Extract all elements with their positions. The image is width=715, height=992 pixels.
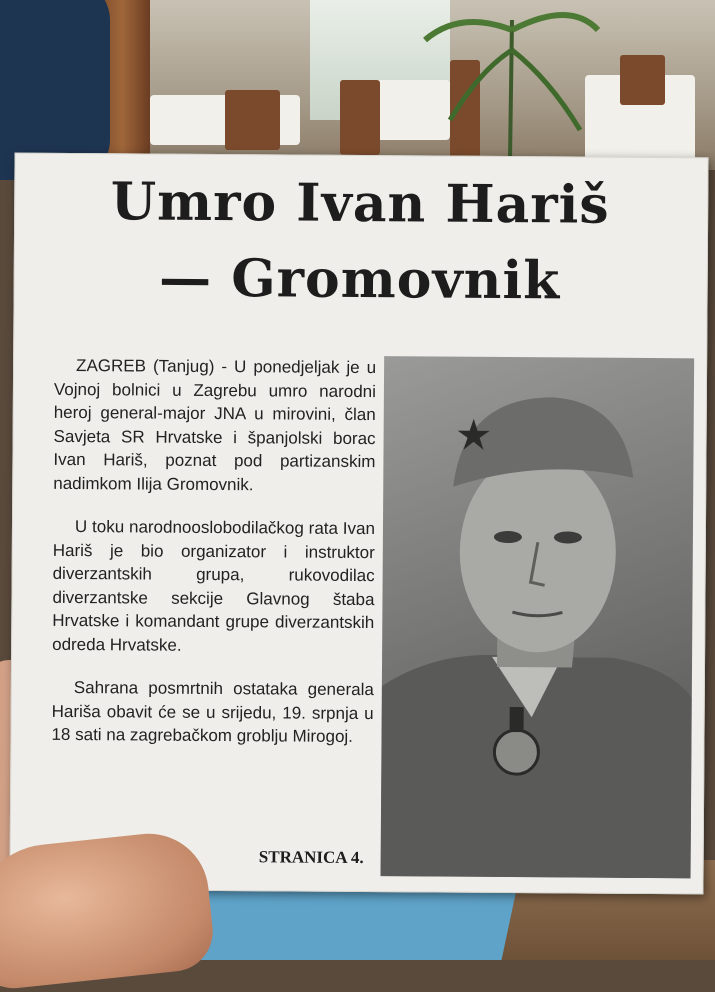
chair xyxy=(225,90,280,150)
chair xyxy=(620,55,665,105)
newspaper-clipping xyxy=(9,153,708,895)
headline-line-1: Umro Ivan Hariš xyxy=(110,171,610,236)
headline xyxy=(34,164,685,321)
page-reference: STRANICA 4. xyxy=(258,847,364,868)
portrait-photo xyxy=(381,356,695,878)
right-hand xyxy=(0,828,217,992)
article-body xyxy=(51,354,376,769)
paragraph: Sahrana posmrtnih ostataka generala Hariša obavit će se u srijedu, 19. srpnja u 18 sati na zagrebačkom groblju Mirogoj. xyxy=(51,678,374,746)
palm-plant xyxy=(420,0,600,160)
portrait-illustration xyxy=(381,356,695,878)
chair xyxy=(340,80,380,155)
headline-line-2: — Gromovnik xyxy=(158,247,561,312)
paragraph: ZAGREB (Tanjug) - U ponedjeljak je u Vojnoj bolnici u Zagrebu umro narodni heroj general-major JNA u mirovini, član Savjeta SR Hrvatske i španjolski borac Ivan Hariš, poznat pod partizanskim nadimkom Ilija Gromovnik. xyxy=(53,356,377,494)
paragraph: U toku narodnooslobodilačkog rata Ivan Hariš je bio organizator i instruktor diverzantskih grupa, rukovodilac diverzantske sekcije Glavnog štaba Hrvatske i komandant grupe diverzantskih odreda Hrvatske. xyxy=(52,517,376,655)
